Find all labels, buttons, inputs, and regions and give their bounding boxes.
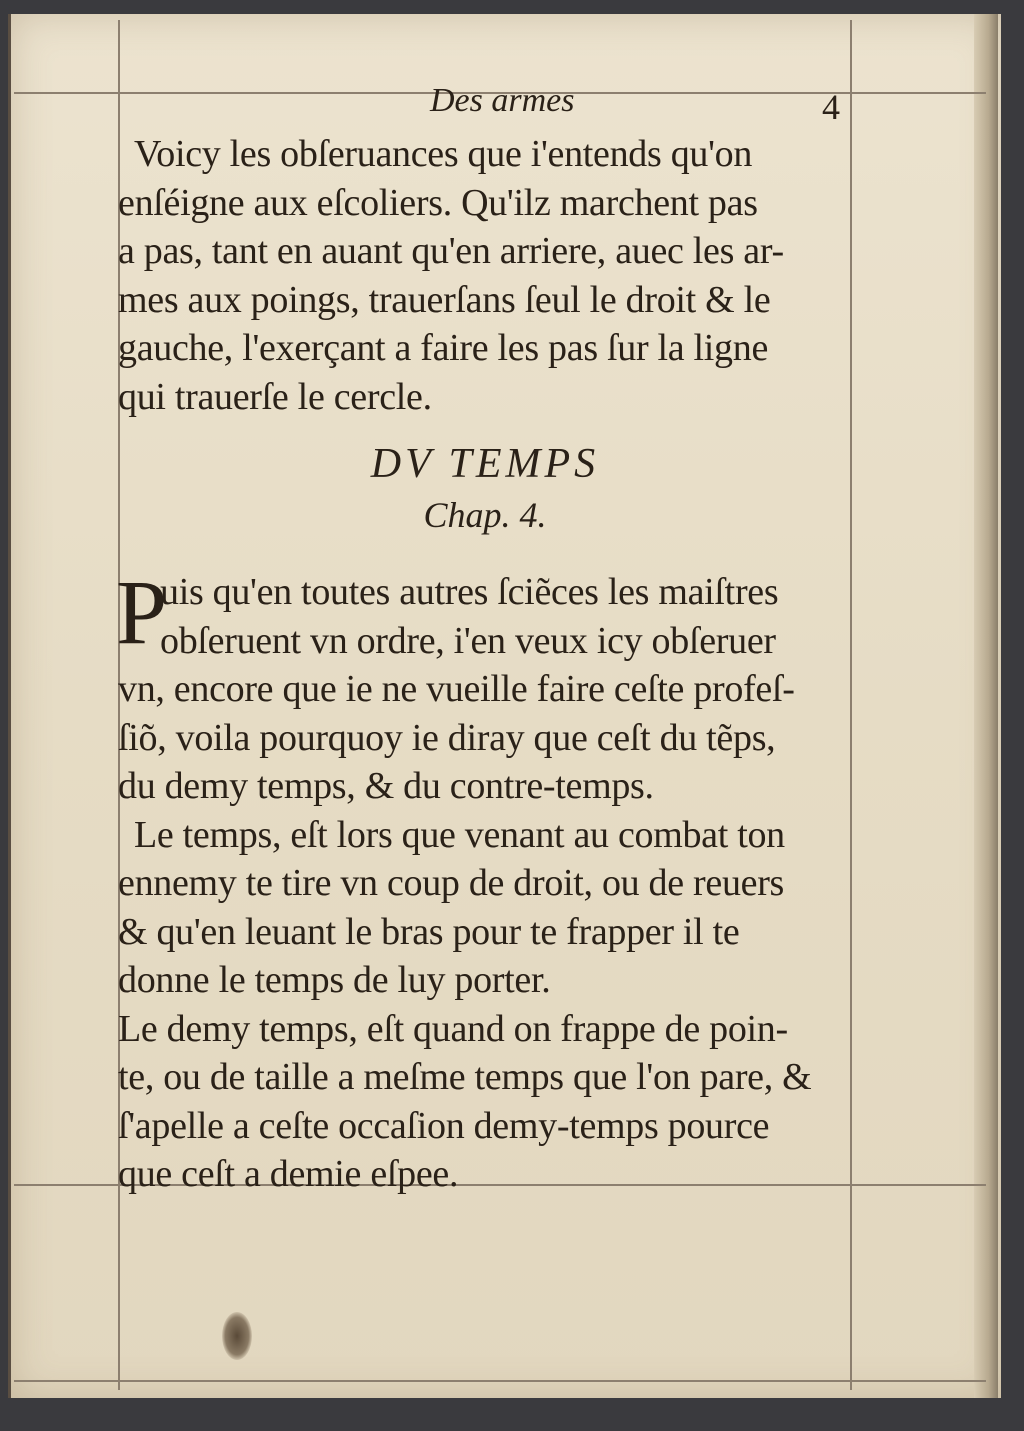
text-line: & qu'en leuant le bras pour te frapper il te xyxy=(118,910,740,953)
text-line: gauche, l'exerçant a faire les pas ſur la ligne xyxy=(118,327,769,369)
section2-text xyxy=(116,561,852,1199)
text-line: obſeruent vn ordre, i'en veux icy obſeruer xyxy=(160,619,776,662)
text-line: enſéigne aux eſcoliers. Qu'ilz marchent pas xyxy=(118,181,758,224)
page-edge xyxy=(974,14,998,1398)
text-line: ennemy te tire vn coup de droit, ou de reuers xyxy=(118,862,785,904)
text-line: a pas, tant en auant qu'en arriere, auec les ar- xyxy=(118,230,784,272)
text-line: qui trauerſe le cercle. xyxy=(118,375,432,418)
text-line: mes aux poings, trauerſans ſeul le droit & le xyxy=(118,278,771,321)
text-line: ſiõ, voila pourquoy ie diray que ceſt du tẽps, xyxy=(118,716,776,759)
text-line: du demy temps, & du contre-temps. xyxy=(118,765,654,807)
paragraph-observances xyxy=(118,130,852,421)
text-line: vn, encore que ie ne vueille faire ceſte profeſ- xyxy=(118,668,795,710)
page-number: 4 xyxy=(822,87,840,127)
chapter-number: Chap. 4. xyxy=(423,495,547,535)
section1-text xyxy=(118,130,852,421)
text-line: ſ'apelle a ceſte occaſion demy-temps pource xyxy=(118,1104,770,1147)
text-line: uis qu'en toutes autres ſciẽces les maiſtres xyxy=(160,571,779,613)
frame-lower-rule xyxy=(14,1380,986,1382)
text-line: Voicy les obſeruances que i'entends qu'on xyxy=(134,133,753,175)
text-line: te, ou de taille a meſme temps que l'on pare, & xyxy=(118,1056,812,1098)
text-line: Le demy temps, eſt quand on frappe de poin- xyxy=(118,1007,788,1050)
text-line: donne le temps de luy porter. xyxy=(118,959,551,1001)
text-line: Le temps, eſt lors que venant au combat ton xyxy=(134,813,785,856)
text-line: que ceſt a demie eſpee. xyxy=(118,1153,459,1195)
paragraph-temps xyxy=(116,561,852,1199)
ink-stain xyxy=(222,1312,252,1360)
drop-capital: P xyxy=(116,561,168,663)
chapter-title: DV TEMPS xyxy=(370,441,600,487)
running-title: Des armes xyxy=(430,82,575,119)
